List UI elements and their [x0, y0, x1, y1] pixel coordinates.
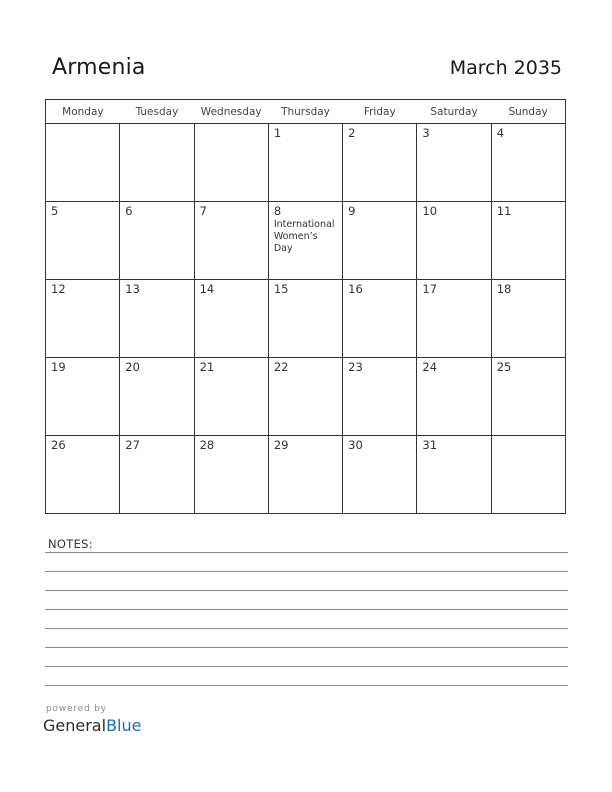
day-number: 8	[273, 204, 282, 218]
weekday-header: Thursday	[268, 100, 342, 124]
note-line	[45, 552, 568, 553]
day-cell	[194, 124, 268, 202]
day-number: 13	[125, 282, 140, 296]
day-cell	[120, 202, 194, 280]
week-row	[46, 358, 566, 436]
day-number: 24	[422, 360, 438, 374]
day-number: 15	[273, 282, 289, 296]
day-cell	[343, 280, 417, 358]
note-line	[45, 609, 568, 610]
day-number: 28	[199, 438, 215, 452]
day-number: 20	[125, 360, 140, 374]
day-number: 14	[199, 282, 215, 296]
day-number: 19	[51, 360, 66, 374]
day-number: 1	[273, 126, 282, 140]
day-number: 11	[496, 204, 512, 218]
day-cell	[268, 436, 342, 514]
day-number: 6	[125, 204, 133, 218]
day-cell	[194, 280, 268, 358]
day-number: 29	[273, 438, 289, 452]
day-number: 2	[348, 126, 356, 140]
month-year-title: March 2035	[449, 57, 562, 79]
weekday-header: Tuesday	[120, 100, 194, 124]
country-title: Armenia	[52, 55, 146, 80]
day-cell	[491, 124, 565, 202]
day-cell	[417, 280, 491, 358]
day-cell	[120, 280, 194, 358]
calendar-grid	[45, 99, 566, 514]
day-cell	[491, 280, 565, 358]
day-number: 7	[199, 204, 207, 218]
holiday-label: International Women’s Day	[273, 219, 335, 254]
day-number: 12	[51, 282, 66, 296]
day-cell	[343, 202, 417, 280]
day-cell	[417, 124, 491, 202]
day-number: 21	[199, 360, 215, 374]
note-line	[45, 685, 568, 686]
day-number: 27	[125, 438, 140, 452]
week-row	[46, 436, 566, 514]
day-number: 16	[348, 282, 363, 296]
day-number: 26	[51, 438, 66, 452]
day-cell	[268, 124, 342, 202]
day-cell	[417, 358, 491, 436]
weekday-header: Monday	[46, 100, 120, 124]
generalblue-logo[interactable]	[43, 716, 141, 735]
day-number: 4	[496, 126, 505, 140]
day-number: 22	[273, 360, 289, 374]
weekday-header: Wednesday	[194, 100, 268, 124]
day-cell	[491, 436, 565, 514]
day-cell	[46, 358, 120, 436]
weekday-header: Sunday	[491, 100, 565, 124]
day-number: 23	[348, 360, 363, 374]
weekday-header: Friday	[343, 100, 417, 124]
day-number: 30	[348, 438, 363, 452]
day-cell	[194, 436, 268, 514]
day-number: 3	[422, 126, 430, 140]
week-row	[46, 202, 566, 280]
day-cell	[194, 202, 268, 280]
day-number: 10	[422, 204, 438, 218]
powered-by-text: powered by	[46, 704, 107, 714]
day-number: 25	[496, 360, 512, 374]
note-line	[45, 571, 568, 572]
day-number: 18	[496, 282, 512, 296]
note-line	[45, 666, 568, 667]
note-line	[45, 647, 568, 648]
brand-name-part2: Blue	[106, 716, 142, 735]
day-cell	[120, 436, 194, 514]
week-row	[46, 280, 566, 358]
note-line	[45, 628, 568, 629]
day-cell	[46, 436, 120, 514]
note-line	[45, 590, 568, 591]
day-cell	[417, 202, 491, 280]
weekday-header-row	[46, 100, 566, 124]
day-cell	[120, 358, 194, 436]
day-cell	[268, 358, 342, 436]
day-cell	[343, 436, 417, 514]
day-number: 5	[51, 204, 59, 218]
day-cell	[46, 124, 120, 202]
day-cell	[491, 358, 565, 436]
day-cell	[268, 280, 342, 358]
day-cell	[343, 124, 417, 202]
day-number: 17	[422, 282, 438, 296]
day-cell	[417, 436, 491, 514]
day-number: 31	[422, 438, 438, 452]
brand-name-part1: General	[43, 716, 107, 735]
weekday-header: Saturday	[417, 100, 491, 124]
day-cell	[343, 358, 417, 436]
day-cell	[194, 358, 268, 436]
day-cell	[46, 202, 120, 280]
day-cell	[120, 124, 194, 202]
day-cell	[46, 280, 120, 358]
day-cell	[491, 202, 565, 280]
day-number: 9	[348, 204, 356, 218]
week-row	[46, 124, 566, 202]
notes-label: NOTES:	[48, 537, 93, 551]
day-cell	[268, 202, 342, 280]
